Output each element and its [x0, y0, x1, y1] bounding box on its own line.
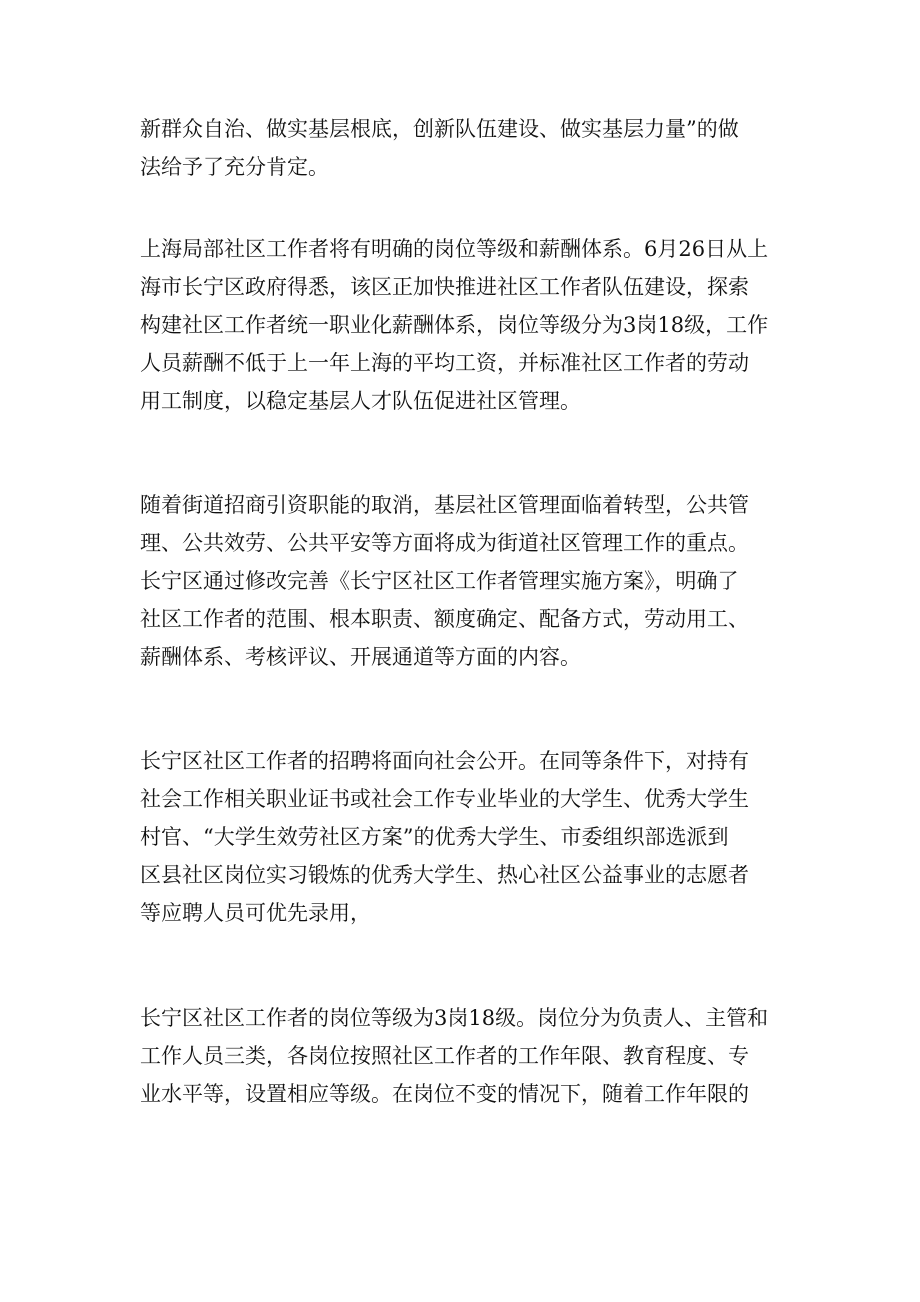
- text-line: 用工制度，以稳定基层人才队伍促进社区管理。: [140, 389, 581, 413]
- paragraph-4: [140, 742, 790, 932]
- paragraph-3: [140, 486, 790, 676]
- text-line: 构建社区工作者统一职业化薪酬体系，岗位等级分为3岗18级，工作: [140, 313, 769, 337]
- text-line: 长宁区社区工作者的招聘将面向社会公开。在同等条件下，对持有: [140, 749, 749, 773]
- text-line: 海市长宁区政府得悉，该区正加快推进社区工作者队伍建设，探索: [140, 275, 749, 299]
- text-line: 社区工作者的范围、根本职责、额度确定、配备方式，劳动用工、: [140, 607, 749, 631]
- text-line: 长宁区社区工作者的岗位等级为3岗18级。岗位分为负责人、主管和: [140, 1006, 769, 1030]
- text-line: 社会工作相关职业证书或社会工作专业毕业的大学生、优秀大学生: [140, 787, 749, 811]
- paragraph-1: [140, 110, 790, 186]
- text-line: 人员薪酬不低于上一年上海的平均工资，并标准社区工作者的劳动: [140, 351, 749, 375]
- text-line: 区县社区岗位实习锻炼的优秀大学生、热心社区公益事业的志愿者: [140, 863, 749, 887]
- text-line: 业水平等，设置相应等级。在岗位不变的情况下，随着工作年限的: [140, 1082, 749, 1106]
- text-line: 长宁区通过修改完善《长宁区社区工作者管理实施方案》，明确了: [140, 569, 739, 593]
- paragraph-5: [140, 999, 790, 1113]
- text-line: 工作人员三类，各岗位按照社区工作者的工作年限、教育程度、专: [140, 1044, 749, 1068]
- text-line: 随着街道招商引资职能的取消，基层社区管理面临着转型，公共管: [140, 493, 749, 517]
- text-line: 等应聘人员可优先录用，: [140, 901, 371, 925]
- text-line: 薪酬体系、考核评议、开展通道等方面的内容。: [140, 645, 581, 669]
- paragraph-2: [140, 230, 790, 420]
- text-line: 上海局部社区工作者将有明确的岗位等级和薪酬体系。6月26日从上: [140, 237, 769, 261]
- text-line: 村官、“大学生效劳社区方案”的优秀大学生、市委组织部选派到: [140, 825, 729, 849]
- text-line: 理、公共效劳、公共平安等方面将成为街道社区管理工作的重点。: [140, 531, 749, 555]
- text-line: 新群众自治、做实基层根底，创新队伍建设、做实基层力量”的做: [140, 117, 739, 141]
- text-line: 法给予了充分肯定。: [140, 155, 329, 179]
